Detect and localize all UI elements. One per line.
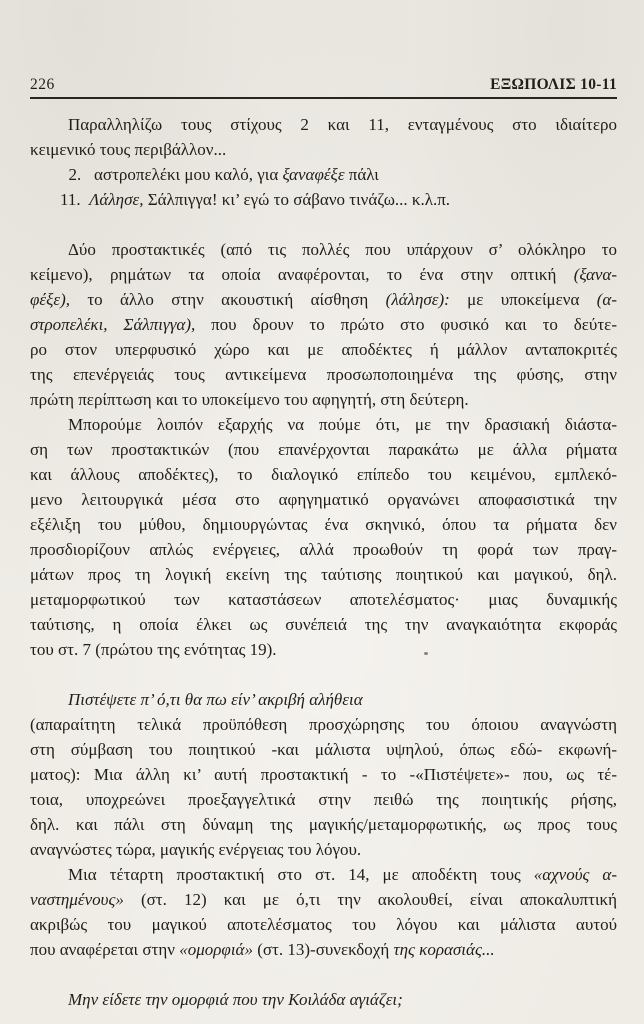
text-run: (στ. 13)-συνεκδοχή	[252, 940, 394, 959]
text-run: ακριβώς του μαγικού αποτελέσματος του λόγου και μάλιστα αυτού	[30, 915, 617, 934]
text-line	[30, 562, 617, 587]
text-run: με υποκείμενα	[449, 290, 597, 309]
text-line	[30, 462, 617, 487]
text-line	[30, 637, 617, 662]
text-line	[30, 612, 617, 637]
italic-run: «αχνούς α-	[533, 865, 618, 884]
text-run: ρο στον υπερφυσικό χώρο και με αποδέκτες ή μάλλον ανταποκριτές	[30, 340, 617, 359]
italic-run: ναστημένους»	[30, 890, 124, 909]
page-number: 226	[30, 76, 55, 93]
text-run: δηλ. και πάλι στη δύναμη της μαγικής/μεταμορφωτικής, ως προς τους	[30, 815, 617, 834]
text-run: ταύτισης, η οποία έλκει ως συνέπειά της την αναγκαιότητα εκφοράς	[30, 615, 617, 634]
italic-run: (ξανα-	[573, 265, 617, 284]
italic-run: (α-	[596, 290, 617, 309]
italic-run: Πιστέψετε π’ ό,τι θα πω είν’ ακριβή αλήθεια	[68, 690, 363, 709]
text-run: που αναφέρεται στην	[30, 940, 180, 959]
text-line	[30, 737, 617, 762]
text-run: τοια, υποχρεώνει προεξαγγελτικά στην πειθώ της ποιητικής ρήσης,	[30, 790, 617, 809]
text-run: Σάλπιγγα! κι’ εγώ το σάβανο τινάζω... κ.λ.π.	[143, 190, 451, 209]
text-line	[30, 862, 617, 887]
text-line	[30, 812, 617, 837]
text-line	[30, 112, 617, 137]
italic-run: στροπελέκι, Σάλπιγγα),	[30, 315, 196, 334]
text-run: στη σύμβαση του ποιητικού -και μάλιστα υψηλού, όπως εδώ- εκφωνή-	[30, 740, 617, 759]
italic-run: Μην είδετε την ομορφιά που την Κοιλάδα αγιάζει;	[68, 990, 403, 1009]
header-rule	[30, 97, 617, 99]
verse-line	[30, 162, 617, 187]
text-line	[30, 762, 617, 787]
italic-run: ξαναφέξε	[282, 165, 345, 184]
text-run: 11.	[60, 190, 90, 209]
text-run: μάτων προς τη λογική εκείνη της ταύτισης ποιητικού και μαγικού, δηλ.	[30, 565, 617, 584]
text-run: Δύο προστακτικές (από τις πολλές που υπάρχουν σ’ ολόκληρο το	[68, 240, 617, 259]
scan-speck	[424, 652, 428, 655]
italic-run: φέξε),	[30, 290, 70, 309]
text-run: που δρουν το πρώτο στο φυσικό και το δεύτε-	[195, 315, 617, 334]
text-line	[30, 487, 617, 512]
text-line	[30, 512, 617, 537]
verse-line	[30, 187, 617, 212]
text-line	[30, 237, 617, 262]
text-run: του στ. 7 (πρώτου της ενότητας 19).	[30, 640, 277, 659]
text-run: αναγνώστες τώρα, μαγικής ενέργειας του λόγου.	[30, 840, 362, 859]
text-line	[30, 987, 617, 1012]
text-line	[30, 787, 617, 812]
text-line	[30, 437, 617, 462]
text-line	[30, 137, 617, 162]
text-run: ση των προστακτικών (που επανέρχονται παρακάτω με άλλα ρήματα	[30, 440, 617, 459]
text-line	[30, 412, 617, 437]
text-line	[30, 337, 617, 362]
text-line	[30, 587, 617, 612]
text-line	[30, 287, 617, 312]
page-body	[30, 112, 617, 1012]
text-run: (απαραίτητη τελικά προϋπόθεση προσχώρησης του όποιου αναγνώστη	[30, 715, 617, 734]
text-run: 2. αστροπελέκι μου καλό, για	[60, 165, 283, 184]
text-run: προσδιορίζουν απλώς ενέργειες, αλλά προωθούν τη φορά των πραγ-	[30, 540, 617, 559]
text-line	[30, 887, 617, 912]
text-line	[30, 687, 617, 712]
italic-run: (λάλησε):	[385, 290, 450, 309]
italic-run: «ομορφιά»	[179, 940, 253, 959]
text-run: πάλι	[344, 165, 379, 184]
text-line	[30, 362, 617, 387]
text-run: μεταμορφωτικού των καταστάσεων αποτελέσματος· μιας δυναμικής	[30, 590, 617, 609]
journal-title: ΕΞΩΠΟΛΙΣ 10-11	[490, 76, 617, 93]
text-run: (στ. 12) και με ό,τι την ακολουθεί, είναι αποκαλυπτική	[123, 890, 617, 909]
text-line	[30, 912, 617, 937]
page-header	[30, 76, 617, 94]
text-line	[30, 262, 617, 287]
text-line	[30, 537, 617, 562]
text-line	[30, 837, 617, 862]
text-run: και άλλους αποδέκτες), το διαλογικό επίπεδο του κειμένου, εμπλεκό-	[30, 465, 617, 484]
text-run: μενο λειτουργικά μέσα στο αφηγηματικό οργανώνει αποφασιστικά την	[30, 490, 617, 509]
text-run: Μια τέταρτη προστακτική στο στ. 14, με αποδέκτη τους	[68, 865, 534, 884]
text-line	[30, 387, 617, 412]
italic-run: της κορασιάς...	[393, 940, 495, 959]
text-line	[30, 312, 617, 337]
text-run: ματος): Μια άλλη κι’ αυτή προστακτική - το -«Πιστέψετε»- που, ως τέ-	[30, 765, 617, 784]
text-line	[30, 712, 617, 737]
text-run: το άλλο στην ακουστική αίσθηση	[70, 290, 386, 309]
text-run: εξέλιξη του μύθου, δημιουργώντας ένα σκηνικό, όπου τα ρήματα δεν	[30, 515, 617, 534]
text-line	[30, 937, 617, 962]
text-run: Παραλληλίζω τους στίχους 2 και 11, ενταγμένους στο ιδιαίτερο	[68, 115, 617, 134]
text-run: κειμενικό τους περιβάλλον...	[30, 140, 227, 159]
italic-run: Λάλησε,	[89, 190, 144, 209]
text-run: Μπορούμε λοιπόν εξαρχής να πούμε ότι, με την δρασιακή διάστα-	[68, 415, 617, 434]
text-run: κείμενο), ρημάτων τα οποία αναφέρονται, το ένα στην οπτική	[30, 265, 574, 284]
text-run: της επενέργειάς τους αντικείμενα προσωποποιημένα της φύσης, στην	[30, 365, 617, 384]
text-run: πρώτη περίπτωση και το υποκείμενο του αφηγητή, στη δεύτερη.	[30, 390, 469, 409]
